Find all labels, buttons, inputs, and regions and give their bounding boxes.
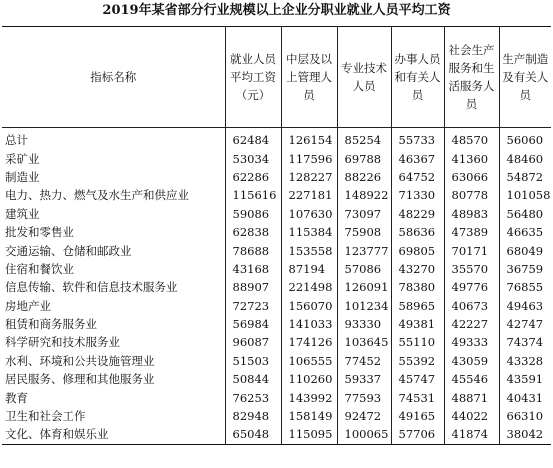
table-cell: 42747 (499, 315, 551, 333)
table-cell: 75908 (337, 223, 391, 241)
table-cell: 57086 (337, 260, 391, 278)
salary-table (2, 26, 551, 445)
row-label: 建筑业 (2, 205, 225, 223)
row-label: 科学研究和技术服务业 (2, 333, 225, 351)
table-cell: 41360 (444, 149, 499, 167)
column-header-production-workers: 生产制造及有关人员 (499, 27, 551, 128)
table-cell: 69805 (391, 241, 444, 259)
table-cell: 77593 (337, 388, 391, 406)
table-cell: 71330 (391, 186, 444, 204)
row-label: 文化、体育和娱乐业 (2, 425, 225, 444)
table-cell: 72723 (225, 297, 281, 315)
table-cell: 50844 (225, 370, 281, 388)
table-body (2, 128, 551, 445)
table-cell: 54872 (499, 168, 551, 186)
table-cell: 100065 (337, 425, 391, 444)
row-label: 房地产业 (2, 297, 225, 315)
table-cell: 51503 (225, 352, 281, 370)
row-label: 批发和零售业 (2, 223, 225, 241)
table-cell: 117596 (281, 149, 337, 167)
table-cell: 123777 (337, 241, 391, 259)
table-cell: 41874 (444, 425, 499, 444)
table-cell: 76253 (225, 388, 281, 406)
column-header-indicator: 指标名称 (2, 27, 225, 128)
table-row (2, 352, 551, 370)
table-row (2, 315, 551, 333)
table-cell: 46635 (499, 223, 551, 241)
table-cell: 49381 (391, 315, 444, 333)
table-cell: 64752 (391, 168, 444, 186)
table-cell: 45747 (391, 370, 444, 388)
table-cell: 115384 (281, 223, 337, 241)
table-cell: 58965 (391, 297, 444, 315)
table-cell: 92472 (337, 407, 391, 425)
table-cell: 49776 (444, 278, 499, 296)
table-cell: 106555 (281, 352, 337, 370)
table-cell: 73097 (337, 205, 391, 223)
table-cell: 62286 (225, 168, 281, 186)
table-cell: 148922 (337, 186, 391, 204)
table-row (2, 278, 551, 296)
table-cell: 126091 (337, 278, 391, 296)
table-cell: 115616 (225, 186, 281, 204)
row-label: 总计 (2, 128, 225, 150)
table-cell: 93330 (337, 315, 391, 333)
table-cell: 48983 (444, 205, 499, 223)
table-cell: 40673 (444, 297, 499, 315)
table-row (2, 241, 551, 259)
table-row (2, 333, 551, 351)
table-cell: 48570 (444, 128, 499, 150)
table-cell: 128227 (281, 168, 337, 186)
table-cell: 59337 (337, 370, 391, 388)
row-label: 教育 (2, 388, 225, 406)
column-header-managers: 中层及以上管理人员 (281, 27, 337, 128)
table-cell: 156070 (281, 297, 337, 315)
table-cell: 115095 (281, 425, 337, 444)
table-cell: 88226 (337, 168, 391, 186)
table-row (2, 168, 551, 186)
table-cell: 55110 (391, 333, 444, 351)
table-cell: 43591 (499, 370, 551, 388)
table-cell: 43270 (391, 260, 444, 278)
table-cell: 68049 (499, 241, 551, 259)
table-row (2, 407, 551, 425)
table-cell: 70171 (444, 241, 499, 259)
table-cell: 38042 (499, 425, 551, 444)
table-cell: 48229 (391, 205, 444, 223)
header-row (2, 27, 551, 128)
column-header-clerks: 办事人员和有关人员 (391, 27, 444, 128)
table-row (2, 425, 551, 444)
table-row (2, 260, 551, 278)
table-cell: 48871 (444, 388, 499, 406)
row-label: 电力、热力、燃气及水生产和供应业 (2, 186, 225, 204)
table-cell: 44022 (444, 407, 499, 425)
table-cell: 85254 (337, 128, 391, 150)
column-header-average-wage: 就业人员平均工资（元） (225, 27, 281, 128)
table-cell: 82948 (225, 407, 281, 425)
table-cell: 87194 (281, 260, 337, 278)
table-cell: 48460 (499, 149, 551, 167)
row-label: 交通运输、仓储和邮政业 (2, 241, 225, 259)
table-cell: 221498 (281, 278, 337, 296)
column-header-service-workers: 社会生产服务和生活服务人员 (444, 27, 499, 128)
row-label: 居民服务、修理和其他服务业 (2, 370, 225, 388)
table-cell: 53034 (225, 149, 281, 167)
row-label: 信息传输、软件和信息技术服务业 (2, 278, 225, 296)
table-cell: 62838 (225, 223, 281, 241)
table-cell: 78688 (225, 241, 281, 259)
table-cell: 96087 (225, 333, 281, 351)
table-cell: 141033 (281, 315, 337, 333)
table-cell: 143992 (281, 388, 337, 406)
table-cell: 55733 (391, 128, 444, 150)
row-label: 住宿和餐饮业 (2, 260, 225, 278)
table-row (2, 186, 551, 204)
table-row (2, 223, 551, 241)
table-cell: 42227 (444, 315, 499, 333)
row-label: 制造业 (2, 168, 225, 186)
table-cell: 49463 (499, 297, 551, 315)
table-cell: 47389 (444, 223, 499, 241)
table-cell: 101058 (499, 186, 551, 204)
table-cell: 88907 (225, 278, 281, 296)
table-cell: 45546 (444, 370, 499, 388)
table-cell: 55392 (391, 352, 444, 370)
table-cell: 74374 (499, 333, 551, 351)
table-cell: 76855 (499, 278, 551, 296)
table-cell: 43059 (444, 352, 499, 370)
row-label: 租赁和商务服务业 (2, 315, 225, 333)
table-cell: 227181 (281, 186, 337, 204)
table-cell: 56060 (499, 128, 551, 150)
table-cell: 59086 (225, 205, 281, 223)
table-cell: 57706 (391, 425, 444, 444)
table-cell: 49165 (391, 407, 444, 425)
table-cell: 107630 (281, 205, 337, 223)
table-cell: 46367 (391, 149, 444, 167)
table-cell: 77452 (337, 352, 391, 370)
row-label: 水利、环境和公共设施管理业 (2, 352, 225, 370)
table-cell: 174126 (281, 333, 337, 351)
table-cell: 62484 (225, 128, 281, 150)
table-cell: 43168 (225, 260, 281, 278)
table-cell: 66310 (499, 407, 551, 425)
table-cell: 69788 (337, 149, 391, 167)
table-cell: 56480 (499, 205, 551, 223)
table-row (2, 149, 551, 167)
table-row (2, 370, 551, 388)
table-cell: 158149 (281, 407, 337, 425)
table-cell: 40431 (499, 388, 551, 406)
table-row (2, 205, 551, 223)
table-row (2, 297, 551, 315)
table-row (2, 128, 551, 150)
table-cell: 49333 (444, 333, 499, 351)
table-cell: 74531 (391, 388, 444, 406)
table-cell: 80778 (444, 186, 499, 204)
table-cell: 56984 (225, 315, 281, 333)
table-cell: 103645 (337, 333, 391, 351)
table-cell: 35570 (444, 260, 499, 278)
column-header-professionals: 专业技术人员 (337, 27, 391, 128)
table-cell: 101234 (337, 297, 391, 315)
table-cell: 36759 (499, 260, 551, 278)
table-cell: 58636 (391, 223, 444, 241)
table-cell: 63066 (444, 168, 499, 186)
table-cell: 78380 (391, 278, 444, 296)
table-cell: 153558 (281, 241, 337, 259)
table-title: 2019年某省部分行业规模以上企业分职业就业人员平均工资 (102, 3, 451, 18)
row-label: 采矿业 (2, 149, 225, 167)
row-label: 卫生和社会工作 (2, 407, 225, 425)
table-row (2, 388, 551, 406)
table-cell: 65048 (225, 425, 281, 444)
table-cell: 126154 (281, 128, 337, 150)
table-cell: 110260 (281, 370, 337, 388)
table-cell: 43328 (499, 352, 551, 370)
